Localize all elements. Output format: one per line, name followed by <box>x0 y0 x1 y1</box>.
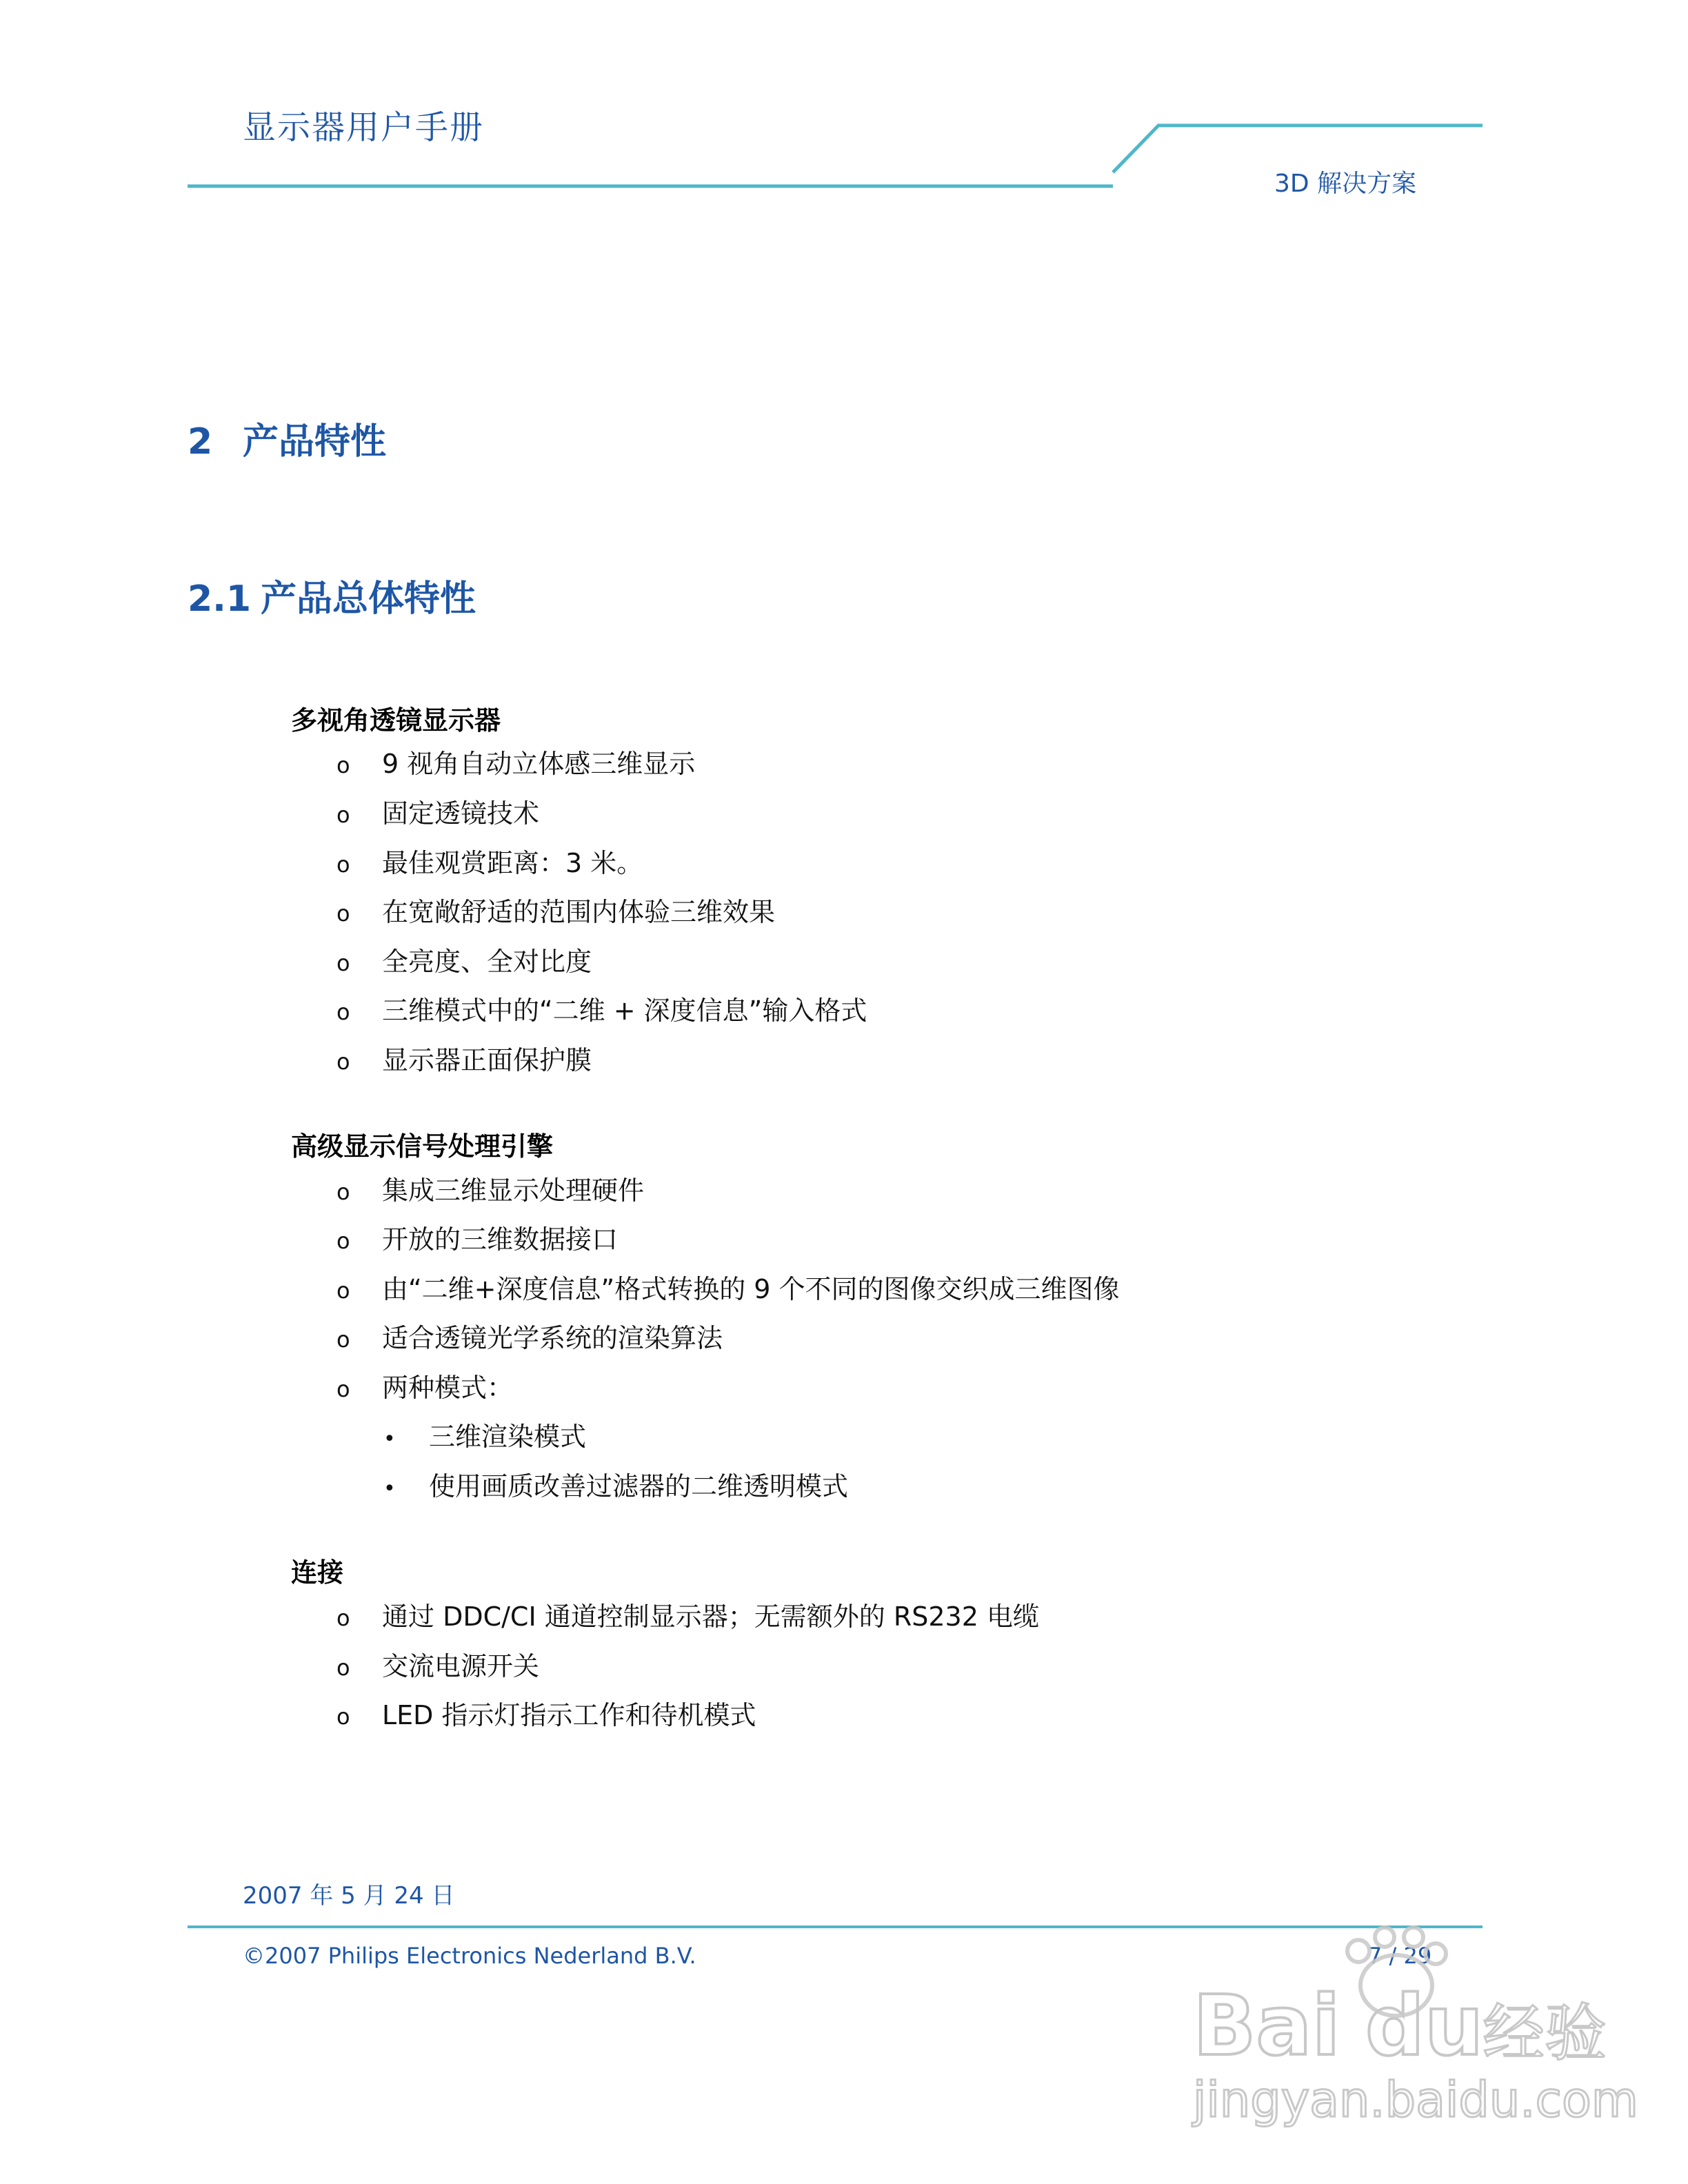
group-title: 连接 <box>291 1557 344 1588</box>
list-item: o 显示器正面保护膜 <box>336 1043 592 1078</box>
svg-text:Bai: Bai <box>1193 1979 1340 2074</box>
footer-copyright: ©2007 Philips Electronics Nederland B.V. <box>243 1943 696 1969</box>
circle-bullet-icon: o <box>336 1277 350 1304</box>
list-item: o 最佳观赏距离：3 米。 <box>336 846 643 880</box>
circle-bullet-icon: o <box>336 802 350 828</box>
list-item: o 9 视角自动立体感三维显示 <box>336 747 695 781</box>
circle-bullet-icon: o <box>336 752 350 778</box>
circle-bullet-icon: o <box>336 1228 350 1254</box>
document-title: 显示器用户手册 <box>243 108 485 147</box>
footer-date: 2007 年 5 月 24 日 <box>243 1882 455 1910</box>
list-item: o 通过 DDC/CI 通道控制显示器；无需额外的 RS232 电缆 <box>336 1599 1039 1634</box>
list-item: o 交流电源开关 <box>336 1649 539 1684</box>
circle-bullet-icon: o <box>336 1703 350 1730</box>
section-title: 产品总体特性 <box>261 578 476 620</box>
list-item: o 固定透镜技术 <box>336 796 539 831</box>
section-heading <box>188 569 476 621</box>
circle-bullet-icon: o <box>336 900 350 927</box>
svg-text:du: du <box>1365 1979 1484 2074</box>
svg-text:经验: 经验 <box>1483 1997 1607 2070</box>
bullet-icon: • <box>383 1427 396 1451</box>
chapter-number: 2 <box>188 421 213 463</box>
circle-bullet-icon: o <box>336 1605 350 1631</box>
sub-list-item: • 三维渲染模式 <box>383 1419 586 1454</box>
sub-list-item: • 使用画质改善过滤器的二维透明模式 <box>383 1469 848 1504</box>
list-item: o 适合透镜光学系统的渲染算法 <box>336 1321 723 1355</box>
section-number: 2.1 <box>188 578 252 620</box>
baidu-watermark-logo <box>1193 1930 1638 2137</box>
page-number: 7 / 29 <box>1368 1943 1432 1969</box>
group-title: 高级显示信号处理引擎 <box>291 1131 554 1162</box>
list-item: o 在宽敞舒适的范围内体验三维效果 <box>336 895 775 929</box>
section-tag: 3D 解决方案 <box>1274 170 1417 198</box>
chapter-title: 产品特性 <box>243 421 387 463</box>
list-item: o 由“二维+深度信息”格式转换的 9 个不同的图像交织成三维图像 <box>336 1272 1120 1306</box>
circle-bullet-icon: o <box>336 1049 350 1075</box>
bullet-icon: • <box>383 1477 396 1501</box>
svg-text:jingyan.baidu.com: jingyan.baidu.com <box>1193 2072 1638 2128</box>
list-item: o 三维模式中的“二维 + 深度信息”输入格式 <box>336 993 867 1028</box>
list-item: o 两种模式： <box>336 1371 513 1405</box>
list-item: o 开放的三维数据接口 <box>336 1222 618 1257</box>
group-title: 多视角透镜显示器 <box>291 705 501 736</box>
circle-bullet-icon: o <box>336 1179 350 1205</box>
circle-bullet-icon: o <box>336 950 350 976</box>
circle-bullet-icon: o <box>336 1655 350 1681</box>
list-item: o 集成三维显示处理硬件 <box>336 1173 644 1208</box>
chapter-heading <box>188 412 386 464</box>
circle-bullet-icon: o <box>336 1376 350 1402</box>
list-item: o 全亮度、全对比度 <box>336 944 592 979</box>
circle-bullet-icon: o <box>336 1326 350 1353</box>
list-item: o LED 指示灯指示工作和待机模式 <box>336 1698 756 1732</box>
circle-bullet-icon: o <box>336 999 350 1025</box>
circle-bullet-icon: o <box>336 851 350 878</box>
